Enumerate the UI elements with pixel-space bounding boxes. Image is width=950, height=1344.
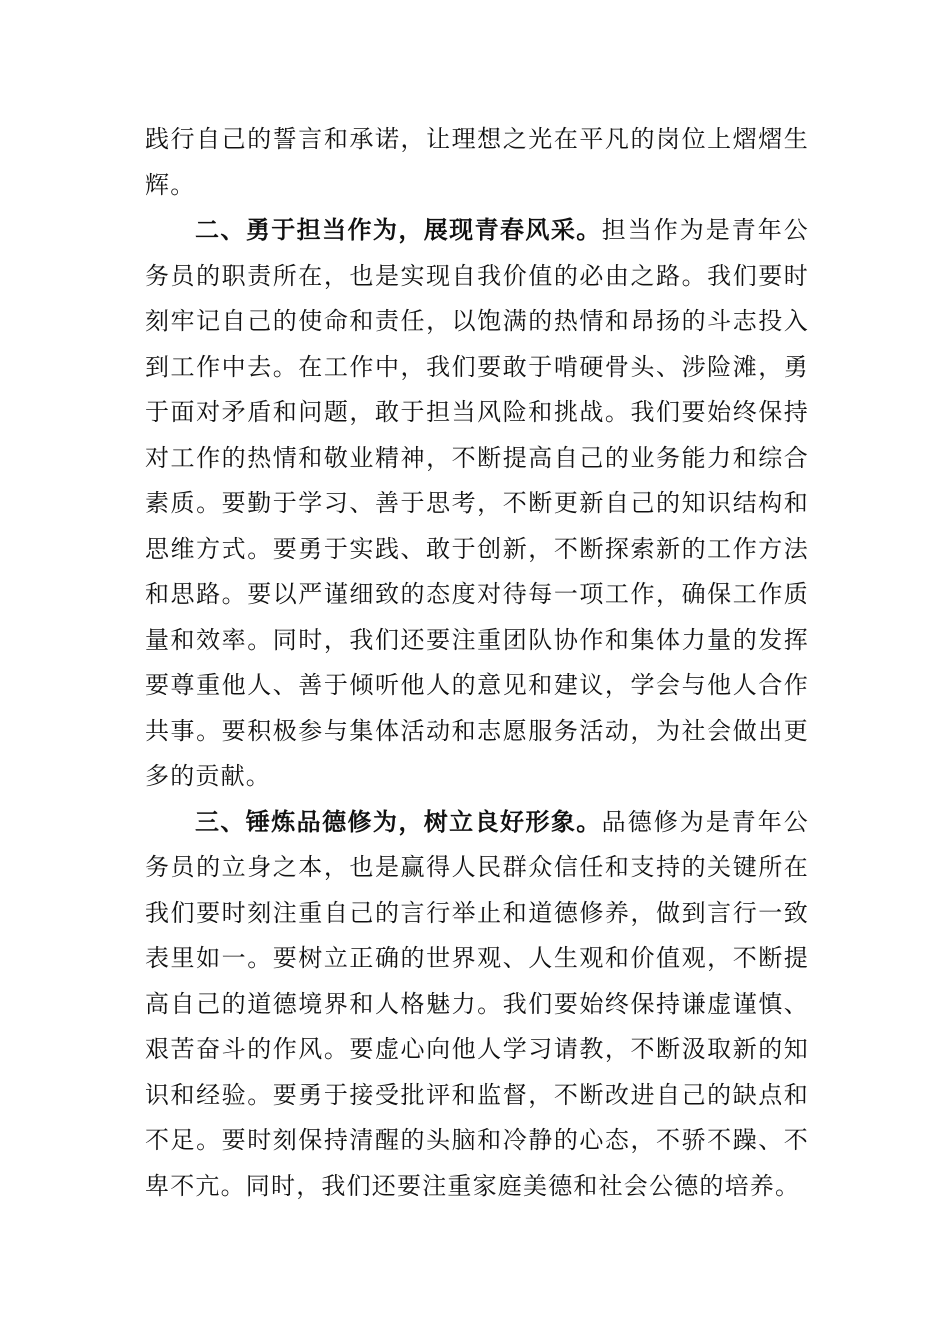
paragraph-continuation (145, 117, 809, 208)
section-body-three: 品德修为是青年公务员的立身之本，也是赢得人民群众信任和支持的关键所在我们要时刻注重自己的言行举止和道德修养，做到言行一致表里如一。要树立正确的世界观、人生观和价值观，不断提高自己的道德境界和人格魅力。我们要始终保持谦虚谨慎、艰苦奋斗的作风。要虚心向他人学习请教，不断汲取新的知识和经验。要勇于接受批评和监督，不断改进自己的缺点和不足。要时刻保持清醒的头脑和冷静的心态，不骄不躁、不卑不亢。同时，我们还要注重家庭美德和社会公德的培养。 (145, 807, 809, 1200)
paragraph-section-three (145, 800, 809, 1210)
section-heading-two: 二、勇于担当作为，展现青春风采。 (195, 216, 602, 244)
section-body-two: 担当作为是青年公务员的职责所在，也是实现自我价值的必由之路。我们要时刻牢记自己的使命和责任，以饱满的热情和昂扬的斗志投入到工作中去。在工作中，我们要敢于啃硬骨头、涉险滩，勇于面对矛盾和问题，敢于担当风险和挑战。我们要始终保持对工作的热情和敬业精神，不断提高自己的业务能力和综合素质。要勤于学习、善于思考，不断更新自己的知识结构和思维方式。要勇于实践、敢于创新，不断探索新的工作方法和思路。要以严谨细致的态度对待每一项工作，确保工作质量和效率。同时，我们还要注重团队协作和集体力量的发挥要尊重他人、善于倾听他人的意见和建议，学会与他人合作共事。要积极参与集体活动和志愿服务活动，为社会做出更多的贡献。 (145, 216, 809, 790)
paragraph-section-two (145, 208, 809, 800)
document-body (145, 117, 809, 1209)
section-heading-three: 三、锤炼品德修为，树立良好形象。 (195, 807, 602, 836)
paragraph-text: 践行自己的誓言和承诺，让理想之光在平凡的岗位上熠熠生辉。 (145, 125, 809, 199)
